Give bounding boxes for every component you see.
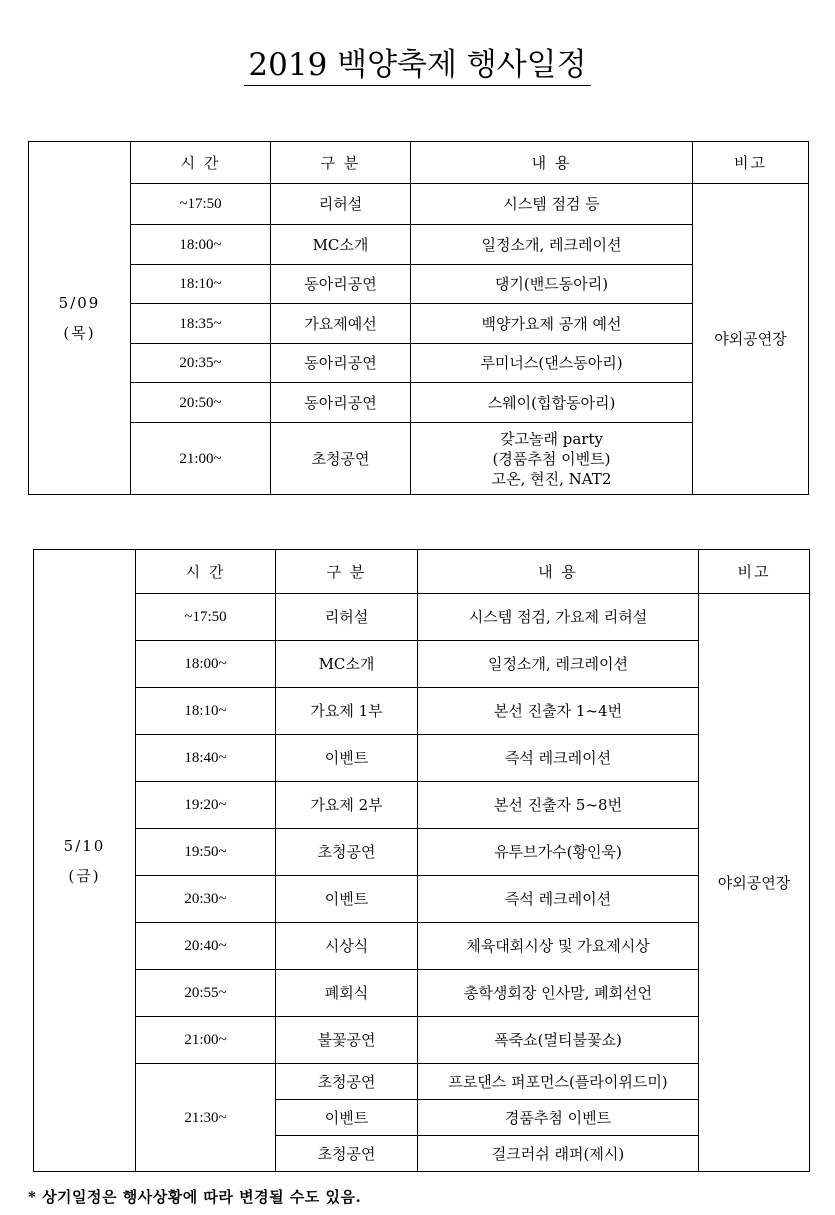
category-cell: 동아리공연 [271, 265, 411, 304]
table-row [34, 594, 810, 641]
date-cell [29, 142, 131, 495]
content-cell [411, 225, 693, 265]
table-row [34, 829, 810, 876]
time-cell: 18:10~ [136, 688, 276, 735]
content-cell [411, 423, 693, 495]
content-cell: 총학생회장 인사말, 폐회선언 [418, 970, 699, 1017]
header-category: 구 분 [276, 550, 418, 594]
table-row [29, 225, 809, 265]
content-cell: 즉석 레크레이션 [418, 876, 699, 923]
category-cell: 동아리공연 [271, 383, 411, 423]
content-cell: 본선 진출자 5~8번 [418, 782, 699, 829]
category-cell: 초청공연 [276, 1136, 418, 1172]
category-cell: 초청공연 [276, 829, 418, 876]
content-cell: 경품추첨 이벤트 [418, 1100, 699, 1136]
time-cell: 21:30~ [136, 1064, 276, 1172]
time-cell: 20:30~ [136, 876, 276, 923]
table-row [34, 735, 810, 782]
header-remarks: 비고 [699, 550, 810, 594]
table-row [34, 688, 810, 735]
page-title [0, 45, 835, 85]
table-row [29, 304, 809, 344]
content-line: 갖고놀래 party [500, 429, 603, 448]
category-cell: 이벤트 [276, 1100, 418, 1136]
category-cell: 가요제예선 [271, 304, 411, 344]
header-row [29, 142, 809, 184]
table-row [34, 1017, 810, 1064]
venue-cell: 야외공연장 [693, 184, 809, 495]
content-cell: 시스템 점검, 가요제 리허설 [418, 594, 699, 641]
category-cell: MC소개 [271, 225, 411, 265]
weekday-label: (금) [68, 866, 101, 885]
header-content: 내 용 [418, 550, 699, 594]
header-remarks: 비고 [693, 142, 809, 184]
table-row [34, 1064, 810, 1100]
table-row [29, 423, 809, 495]
header-row [34, 550, 810, 594]
content-cell: 폭죽쇼(멀티불꽃쇼) [418, 1017, 699, 1064]
content-cell [411, 265, 693, 304]
weekday-label: (목) [63, 324, 96, 342]
time-cell: 20:55~ [136, 970, 276, 1017]
schedule-table-day1 [28, 141, 809, 495]
page-title-text: 2019 백양축제 행사일정 [244, 47, 590, 86]
footnote: * 상기일정은 행사상황에 따라 변경될 수도 있음. [28, 1188, 362, 1206]
category-cell: 가요제 2부 [276, 782, 418, 829]
content-line: 일정소개, 레크레이션 [481, 235, 622, 254]
category-cell: 리허설 [271, 184, 411, 225]
content-cell [411, 383, 693, 423]
venue-cell: 야외공연장 [699, 594, 810, 1172]
time-cell: 20:40~ [136, 923, 276, 970]
time-cell: ~17:50 [136, 594, 276, 641]
content-line: 댕기(밴드동아리) [494, 275, 609, 293]
category-cell: 폐회식 [276, 970, 418, 1017]
header-category: 구 분 [271, 142, 411, 184]
content-cell: 걸크러쉬 래퍼(제시) [418, 1136, 699, 1172]
time-cell: 18:00~ [131, 225, 271, 265]
time-cell: 19:50~ [136, 829, 276, 876]
table-row [34, 782, 810, 829]
content-line: (경품추첨 이벤트) [492, 449, 611, 468]
category-cell: MC소개 [276, 641, 418, 688]
content-line: 스웨이(힙합동아리) [487, 393, 616, 412]
content-cell: 유투브가수(황인욱) [418, 829, 699, 876]
header-content: 내 용 [411, 142, 693, 184]
date-label: 5/09 [58, 294, 101, 312]
time-cell: 18:00~ [136, 641, 276, 688]
content-cell: 일정소개, 레크레이션 [418, 641, 699, 688]
content-line: 루미너스(댄스동아리) [480, 354, 623, 372]
table-row [29, 383, 809, 423]
category-cell: 초청공연 [276, 1064, 418, 1100]
table-row [34, 876, 810, 923]
content-cell: 즉석 레크레이션 [418, 735, 699, 782]
date-cell [34, 550, 136, 1172]
content-cell [411, 184, 693, 225]
table-row [29, 344, 809, 383]
content-cell: 프로댄스 퍼포먼스(플라이위드미) [418, 1064, 699, 1100]
category-cell: 동아리공연 [271, 344, 411, 383]
content-cell: 체육대회시상 및 가요제시상 [418, 923, 699, 970]
category-cell: 이벤트 [276, 735, 418, 782]
time-cell: 18:35~ [131, 304, 271, 344]
table-row [29, 265, 809, 304]
content-line: 백양가요제 공개 예선 [481, 314, 622, 333]
category-cell: 리허설 [276, 594, 418, 641]
category-cell: 이벤트 [276, 876, 418, 923]
table-row [34, 923, 810, 970]
content-line: 고온, 현진, NAT2 [491, 469, 612, 488]
table-row [29, 184, 809, 225]
schedule-table-day2 [33, 549, 810, 1172]
time-cell: 20:35~ [131, 344, 271, 383]
header-time: 시 간 [136, 550, 276, 594]
time-cell: 20:50~ [131, 383, 271, 423]
content-cell [411, 304, 693, 344]
category-cell: 불꽃공연 [276, 1017, 418, 1064]
category-cell: 시상식 [276, 923, 418, 970]
content-cell: 본선 진출자 1~4번 [418, 688, 699, 735]
time-cell: 21:00~ [131, 423, 271, 495]
category-cell: 초청공연 [271, 423, 411, 495]
time-cell: 18:10~ [131, 265, 271, 304]
category-cell: 가요제 1부 [276, 688, 418, 735]
time-cell: 19:20~ [136, 782, 276, 829]
time-cell: 18:40~ [136, 735, 276, 782]
table-row [34, 641, 810, 688]
content-line: 시스템 점검 등 [503, 195, 600, 213]
content-cell [411, 344, 693, 383]
date-label: 5/10 [63, 836, 106, 855]
time-cell: ~17:50 [131, 184, 271, 225]
header-time: 시 간 [131, 142, 271, 184]
time-cell: 21:00~ [136, 1017, 276, 1064]
table-row [34, 970, 810, 1017]
